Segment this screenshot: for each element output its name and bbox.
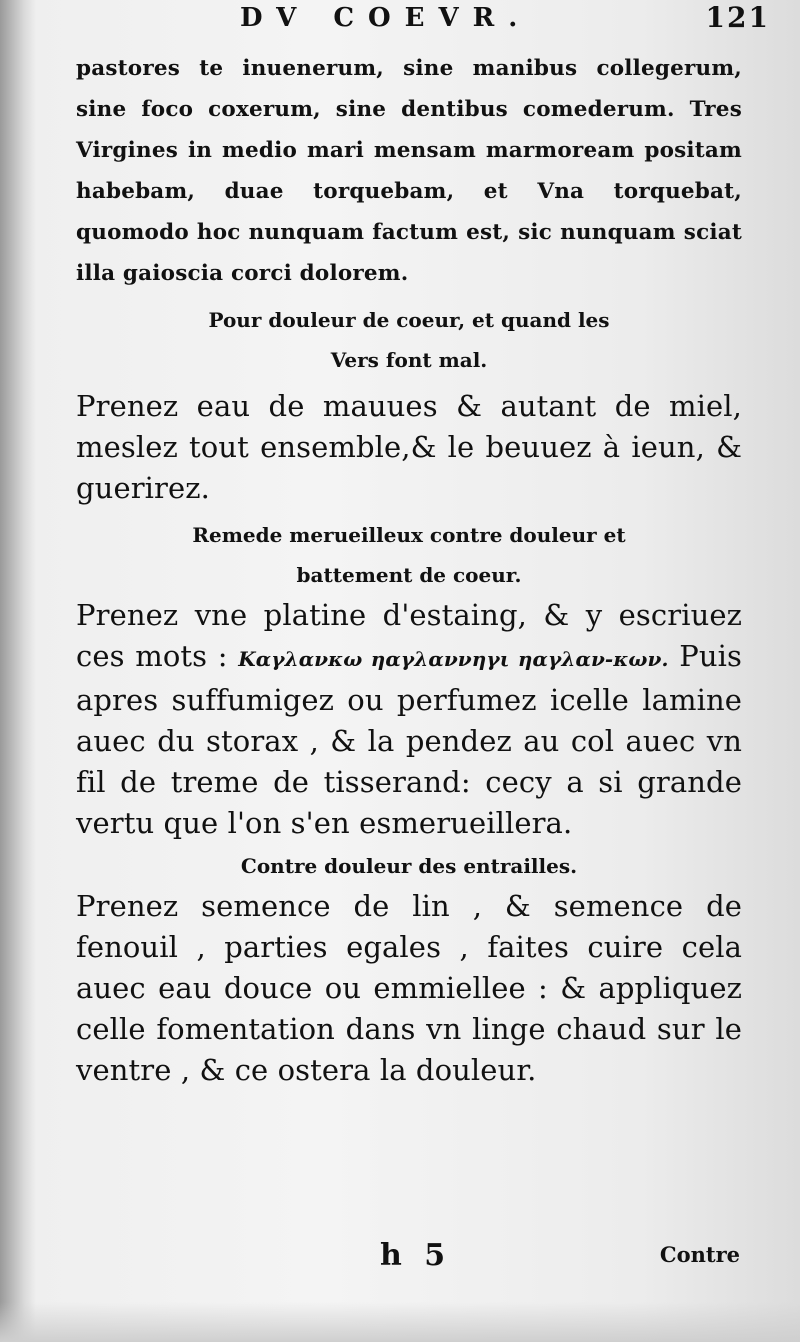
section-heading-1-line-2: Vers font mal. — [330, 348, 488, 372]
page-gutter-shadow — [0, 0, 36, 1342]
page-footer — [70, 1238, 740, 1282]
section-heading-1-line-1: Pour douleur de coeur, et quand les — [208, 308, 610, 332]
remedy-paragraph-2 — [76, 595, 742, 844]
greek-inscription: Καγλανκω ηαγλαννηγι ηαγλαν-κων. — [238, 647, 669, 671]
remedy-paragraph-3: Prenez semence de lin , & semence de fenouil , parties egales , faites cuire cela auec eau douce ou emmiellee : & appliquez celle fomentation dans vn linge chaud sur le ventre , & ce ostera la douleur. — [76, 889, 742, 1087]
page-number: 121 — [705, 1, 770, 34]
page-bottom-shadow — [0, 1302, 800, 1342]
page-body — [76, 48, 742, 1091]
page-header — [70, 0, 770, 36]
section-heading-2-line-1: Remede merueilleux contre douleur et — [192, 523, 626, 547]
remedy-2-text-after: Puis apres suffumigez ou perfumez icelle lamine auec du storax , & la pendez au col auec vn fil de treme de tisserand: cecy a si grande vertu que l'on s'en esmerueillera. — [76, 639, 742, 840]
signature-mark: h 5 — [380, 1238, 452, 1273]
section-heading-3: Contre douleur des entrailles. — [240, 854, 578, 878]
section-heading-2-line-2: battement de coeur. — [296, 563, 522, 587]
catchword: Contre — [659, 1242, 740, 1267]
running-head: DV COEVR. — [240, 3, 532, 33]
remedy-2-text-before: Prenez vne platine d'estaing, & y escriuez ces mots : — [76, 598, 742, 673]
incantation-paragraph: pastores te inuenerum, sine manibus collegerum, sine foco coxerum, sine dentibus comederum. Tres Virgines in medio mari mensam marmoream positam habebam, duae torquebam, et Vna torquebat, quomodo hoc nunquam factum est, sic nunquam sciat illa gaioscia corci dolorem. — [76, 56, 742, 286]
remedy-paragraph-1: Prenez eau de mauues & autant de miel, meslez tout ensemble,& le beuuez à ieun, & guerirez. — [76, 389, 742, 505]
